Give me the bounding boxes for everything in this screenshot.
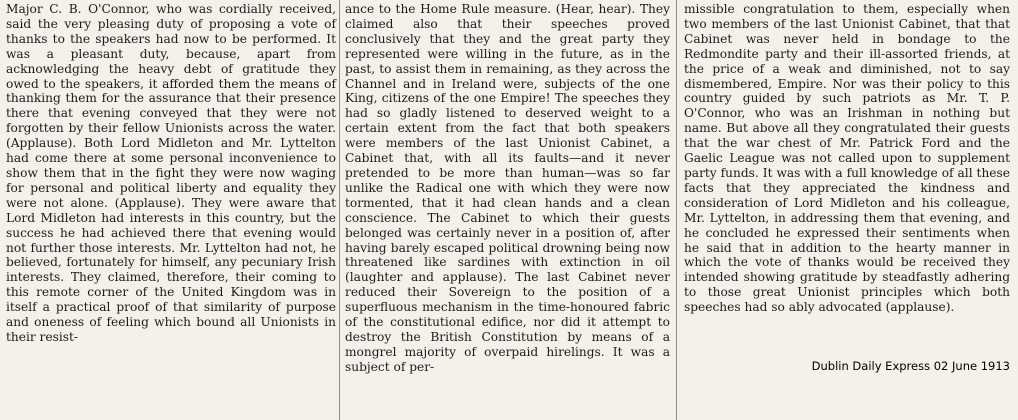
column-3-text: missible congratulation to them, especially when two members of the last Unionist Cabinet, that that Cabinet was never held in bondage to the Redmondite party and their ill-assorted friends, at the price of a weak and diminished, not to say dismembered, Empire. Nor was their policy to this country guided by such patriots as Mr. T. P. O'Connor, who was an Irishman in nothing but name. But above all they congratulated their guests that the war chest of Mr. Patrick Ford and the Gaelic League was not called upon to supplement party funds. It was with a full knowledge of all these facts that they appreciated the kindness and consideration of Lord Midleton and his colleague, Mr. Lyttelton, in addressing them that evening, and he concluded he expressed their sentiments when he said that in addition to the hearty manner in which the vote of thanks would be received they intended showing gratitude by steadfastly adhering to those great Unionist principles which both speeches had so ably advocated (applause).	[684, 2, 1010, 315]
column-2-text: ance to the Home Rule measure. (Hear, hear). They claimed also that their speeches proved conclusively that they and the great party they represented were willing in the future, as in the past, to assist them in remaining, as they across the Channel and in Ireland were, subjects of the one King, citizens of the one Empire! The speeches they had so gladly listened to deserved weight to a certain extent from the fact that both speakers were members of the last Unionist Cabinet, a Cabinet that, with all its faults—and it never pretended to be more than human—was so far unlike the Radical one with which they were now tormented, that it had clean hands and a clean conscience. The Cabinet to which their guests belonged was certainly never in a position of, after having barely escaped political drowning being now threatened like sardines with extinction in oil (laughter and applause). The last Cabinet never reduced their Sovereign to the position of a superfluous mechanism in the time-honoured fabric of the constitutional edifice, nor did it attempt to destroy the British Constitution by means of a mongrel majority of overpaid hirelings. It was a subject of per-	[345, 2, 670, 374]
column-1-text: Major C. B. O'Connor, who was cordially received, said the very pleasing duty of proposing a vote of thanks to the speakers had now to be performed. It was a pleasant duty, because, apart from acknowledging the heavy debt of gratitude they owed to the speakers, it afforded them the means of thanking them for the assurance that their presence there that evening conveyed that they were not forgotten by their fellow Unionists across the water. (Applause). Both Lord Midleton and Mr. Lyttelton had come there at some personal inconvenience to show them that in the fight they were now waging for personal and political liberty and equality they were not alone. (Applause). They were aware that Lord Midleton had interests in this country, but the success he had achieved there that evening would not further those interests. Mr. Lyttelton had not, he believed, fortunately for himself, any pecuniary Irish interests. They claimed, therefore, their coming to this remote corner of the United Kingdom was in itself a practical proof of that similarity of purpose and oneness of feeling which bound all Unionists in their resist-	[6, 2, 336, 344]
column-divider	[676, 0, 677, 420]
article-column-2	[345, 2, 670, 375]
source-credit: Dublin Daily Express 02 June 1913	[811, 359, 1010, 373]
column-divider	[339, 0, 340, 420]
article-column-1	[6, 2, 336, 345]
article-column-3	[684, 2, 1010, 315]
